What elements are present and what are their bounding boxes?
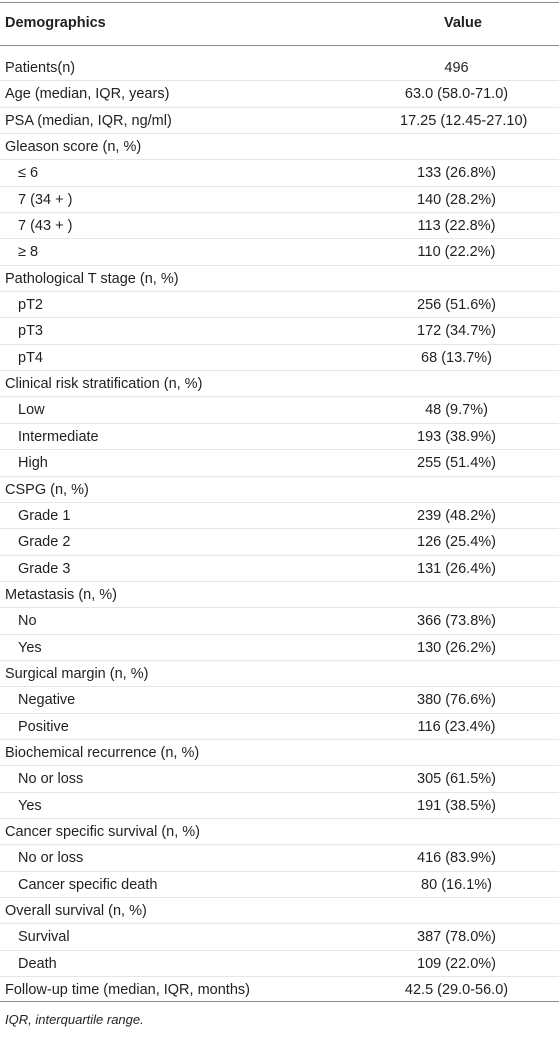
table-subrow	[0, 160, 559, 186]
table-footnote: IQR, interquartile range.	[5, 1012, 144, 1027]
row-label: Overall survival (n, %)	[5, 903, 147, 919]
row-label: Survival	[18, 929, 70, 946]
table-subrow	[0, 793, 559, 819]
table-subrow	[0, 845, 559, 871]
row-label: Follow-up time (median, IQR, months)	[5, 982, 250, 999]
table-subrow	[0, 187, 559, 213]
row-label: pT4	[18, 349, 43, 366]
row-value: 172 (34.7%)	[417, 323, 496, 340]
row-label: No	[18, 613, 37, 630]
row-value: 256 (51.6%)	[417, 297, 496, 314]
row-label: ≤ 6	[18, 165, 39, 182]
row-value: 380 (76.6%)	[417, 692, 496, 709]
row-value: 131 (26.4%)	[417, 560, 496, 577]
table-row	[0, 819, 559, 845]
row-value: 239 (48.2%)	[417, 507, 496, 524]
row-value: 366 (73.8%)	[417, 613, 496, 630]
row-value: 80 (16.1%)	[421, 876, 492, 893]
table-subrow	[0, 714, 559, 740]
table-row	[0, 740, 559, 766]
row-value: 116 (23.4%)	[417, 718, 496, 735]
row-value: 17.25 (12.45-27.10)	[400, 112, 528, 129]
table-row	[0, 477, 559, 503]
row-label: No or loss	[18, 771, 84, 788]
row-value: 126 (25.4%)	[417, 534, 496, 551]
table-subrow	[0, 450, 559, 476]
row-label: Death	[18, 955, 57, 972]
row-label: 7 (43 + )	[18, 218, 73, 235]
row-value: 191 (38.5%)	[417, 797, 496, 814]
row-label: Cancer specific death	[18, 876, 158, 893]
table-subrow	[0, 213, 559, 239]
table-subrow	[0, 239, 559, 265]
table-subrow	[0, 397, 559, 423]
row-value: 255 (51.4%)	[417, 455, 496, 472]
row-value: 113 (22.8%)	[417, 218, 496, 235]
row-label: Gleason score (n, %)	[5, 139, 142, 156]
row-label: Negative	[18, 692, 76, 709]
row-label: Biochemical recurrence (n, %)	[5, 744, 200, 761]
row-value: 133 (26.8%)	[417, 165, 496, 182]
row-value: 110 (22.2%)	[417, 244, 496, 261]
row-label: Grade 2	[18, 534, 71, 551]
row-label: Grade 1	[18, 507, 71, 524]
table-subrow	[0, 635, 559, 661]
row-label: Metastasis (n, %)	[5, 586, 117, 603]
header-rule	[0, 45, 559, 46]
table-subrow	[0, 872, 559, 898]
table-row	[0, 582, 559, 608]
row-value: 496	[444, 60, 469, 76]
table-body	[0, 55, 559, 1003]
row-label: pT3	[18, 323, 43, 340]
row-label: PSA (median, IQR, ng/ml)	[5, 112, 172, 129]
row-value: 68 (13.7%)	[421, 349, 492, 366]
row-label: Yes	[18, 639, 42, 656]
table-subrow	[0, 503, 559, 529]
table-subrow	[0, 556, 559, 582]
table-subrow	[0, 529, 559, 555]
row-value: 42.5 (29.0-56.0)	[404, 982, 509, 999]
row-label: Age (median, IQR, years)	[5, 86, 170, 103]
table-subrow	[0, 345, 559, 371]
table-row	[0, 266, 559, 292]
table-row	[0, 134, 559, 160]
table-bottom-rule	[0, 1001, 559, 1002]
row-label: Pathological T stage (n, %)	[5, 270, 179, 287]
row-label: No or loss	[18, 850, 84, 867]
column-header-value: Value	[444, 15, 482, 31]
table-subrow	[0, 318, 559, 344]
table-subrow	[0, 924, 559, 950]
table-subrow	[0, 424, 559, 450]
row-label: High	[18, 455, 48, 472]
row-label: pT2	[18, 297, 43, 314]
row-value: 109 (22.0%)	[417, 955, 496, 972]
row-label: ≥ 8	[18, 244, 39, 261]
row-label: Cancer specific survival (n, %)	[5, 823, 200, 840]
row-label: 7 (34 + )	[18, 191, 73, 208]
row-value: 387 (78.0%)	[417, 929, 496, 946]
row-label: Grade 3	[18, 560, 71, 577]
column-header-demographics: Demographics	[5, 15, 106, 31]
table-row	[0, 81, 559, 107]
table-subrow	[0, 766, 559, 792]
row-label: Low	[18, 402, 45, 419]
row-value: 193 (38.9%)	[417, 428, 496, 445]
row-value: 416 (83.9%)	[417, 850, 496, 867]
row-value: 63.0 (58.0-71.0)	[404, 86, 509, 103]
row-value: 130 (26.2%)	[417, 639, 496, 656]
row-label: Positive	[18, 718, 69, 735]
table-subrow	[0, 951, 559, 977]
row-label: Patients(n)	[5, 60, 76, 76]
row-value: 140 (28.2%)	[417, 191, 496, 208]
table-subrow	[0, 687, 559, 713]
row-label: Surgical margin (n, %)	[5, 665, 149, 682]
table-row	[0, 977, 559, 1003]
table-subrow	[0, 292, 559, 318]
row-value: 305 (61.5%)	[417, 771, 496, 788]
row-label: Clinical risk stratification (n, %)	[5, 376, 203, 393]
table-row	[0, 661, 559, 687]
table-row	[0, 898, 559, 924]
table-row	[0, 55, 559, 81]
table-row	[0, 108, 559, 134]
row-label: Intermediate	[18, 428, 99, 445]
row-value: 48 (9.7%)	[425, 402, 488, 419]
row-label: Yes	[18, 797, 42, 814]
row-label: CSPG (n, %)	[5, 481, 89, 498]
table-row	[0, 371, 559, 397]
table-subrow	[0, 608, 559, 634]
